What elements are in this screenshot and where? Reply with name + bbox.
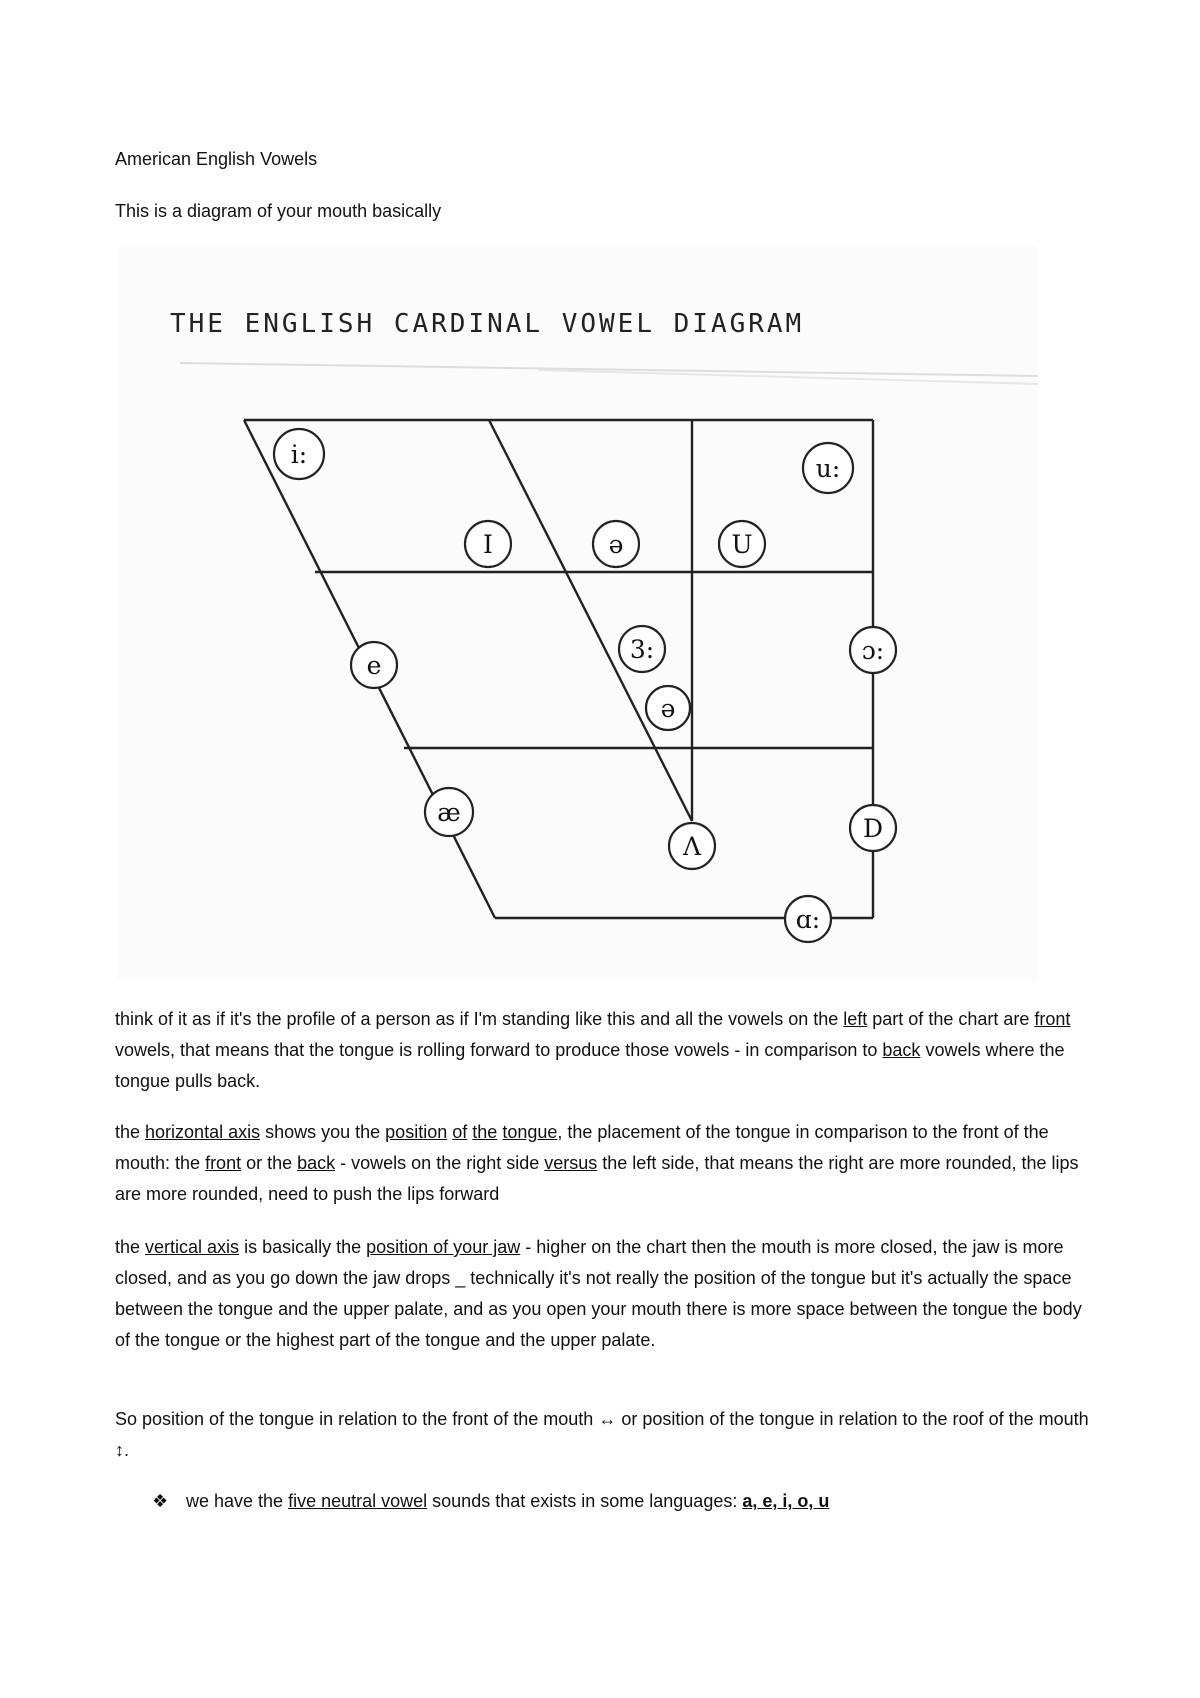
vowel-diagram-figure (118, 246, 1038, 980)
vowel-i-long (274, 429, 324, 479)
vowel-ae (425, 788, 473, 836)
svg-text:ɔ:: ɔ: (861, 636, 885, 665)
underline-back: back (882, 1040, 921, 1060)
diagram-heading: THE ENGLISH CARDINAL VOWEL DIAGRAM (170, 309, 805, 339)
vowel-I (465, 521, 511, 567)
vowel-U (719, 521, 765, 567)
document-title: American English Vowels (115, 149, 318, 169)
underline-front: front (1034, 1009, 1071, 1029)
svg-text:3:: 3: (629, 635, 655, 664)
underline-vertical-axis: vertical axis (145, 1237, 240, 1257)
vowel-D (850, 805, 896, 851)
vowel-e (351, 642, 397, 688)
svg-text:U: U (731, 530, 753, 559)
vowel-wedge (669, 823, 715, 869)
paragraph-horizontal-axis: the horizontal axis shows you the position of the tongue, the placement of the tongue in comparison to the front of the mouth: the front or the back - vowels on the right side versus the left side, that means the right are more rounded, the lips are more rounded, need to push the lips forward (115, 1122, 1079, 1204)
svg-text:e: e (366, 651, 382, 680)
paragraph-summary: So position of the tongue in relation to the front of the mouth ↔ or position of the tongue in relation to the roof of the mouth ↕. (115, 1409, 1089, 1460)
underline-back-2: back (297, 1153, 336, 1173)
vowel-schwa-mid (646, 686, 690, 730)
vowel-u-long (803, 443, 853, 493)
paragraph-vertical-axis: the vertical axis is basically the position of your jaw - higher on the chart then the mouth is more closed, the jaw is more closed, and as you go down the jaw drops _ technically it's not really the position of the tongue but it's actually the space between the tongue and the upper palate, and as you open your mouth there is more space between the tongue the body of the tongue or the highest part of the tongue and the upper palate. (115, 1237, 1082, 1350)
underline-position: position (385, 1122, 448, 1142)
bullet-item-neutral-vowels: ❖ we have the five neutral vowel sounds that exists in some languages: a, e, i, o, u (152, 1486, 1052, 1517)
underline-position-of-your-jaw: position of your jaw (366, 1237, 521, 1257)
underline-left: left (843, 1009, 868, 1029)
underline-the: the (472, 1122, 498, 1142)
svg-text:I: I (483, 530, 493, 559)
svg-text:ɑ:: ɑ: (795, 905, 821, 934)
document-subtitle: This is a diagram of your mouth basically (115, 201, 442, 221)
vowel-er-long (619, 626, 665, 672)
vowel-diagram (118, 246, 1038, 980)
svg-text:Λ: Λ (682, 832, 702, 861)
central-diagonal-line (489, 420, 692, 821)
neutral-vowels-list: a, e, i, o, u (742, 1491, 830, 1511)
svg-text:ə: ə (660, 694, 676, 723)
svg-text:ə: ə (608, 530, 624, 559)
underline-versus: versus (544, 1153, 598, 1173)
paragraph-front-back: think of it as if it's the profile of a person as if I'm standing like this and all the vowels on the left part of the chart are front vowels, that means that the tongue is rolling forward to produce those vowels - in comparison to back vowels where the tongue pulls back. (115, 1009, 1071, 1091)
underline-five-neutral-vowel: five neutral vowel (288, 1491, 428, 1511)
vowel-schwa-top (593, 521, 639, 567)
underline-of: of (452, 1122, 468, 1142)
svg-text:u:: u: (815, 454, 841, 483)
underline-horizontal-axis: horizontal axis (145, 1122, 261, 1142)
svg-text:i:: i: (290, 440, 308, 469)
svg-text:æ: æ (437, 798, 461, 827)
bullet-diamond-icon: ❖ (152, 1491, 169, 1511)
underline-tongue: tongue (502, 1122, 558, 1142)
scan-smudge (180, 363, 1038, 376)
vowel-open-o-long (850, 627, 896, 673)
underline-front-2: front (205, 1153, 242, 1173)
vowel-a-long (785, 896, 831, 942)
svg-text:D: D (862, 814, 884, 843)
